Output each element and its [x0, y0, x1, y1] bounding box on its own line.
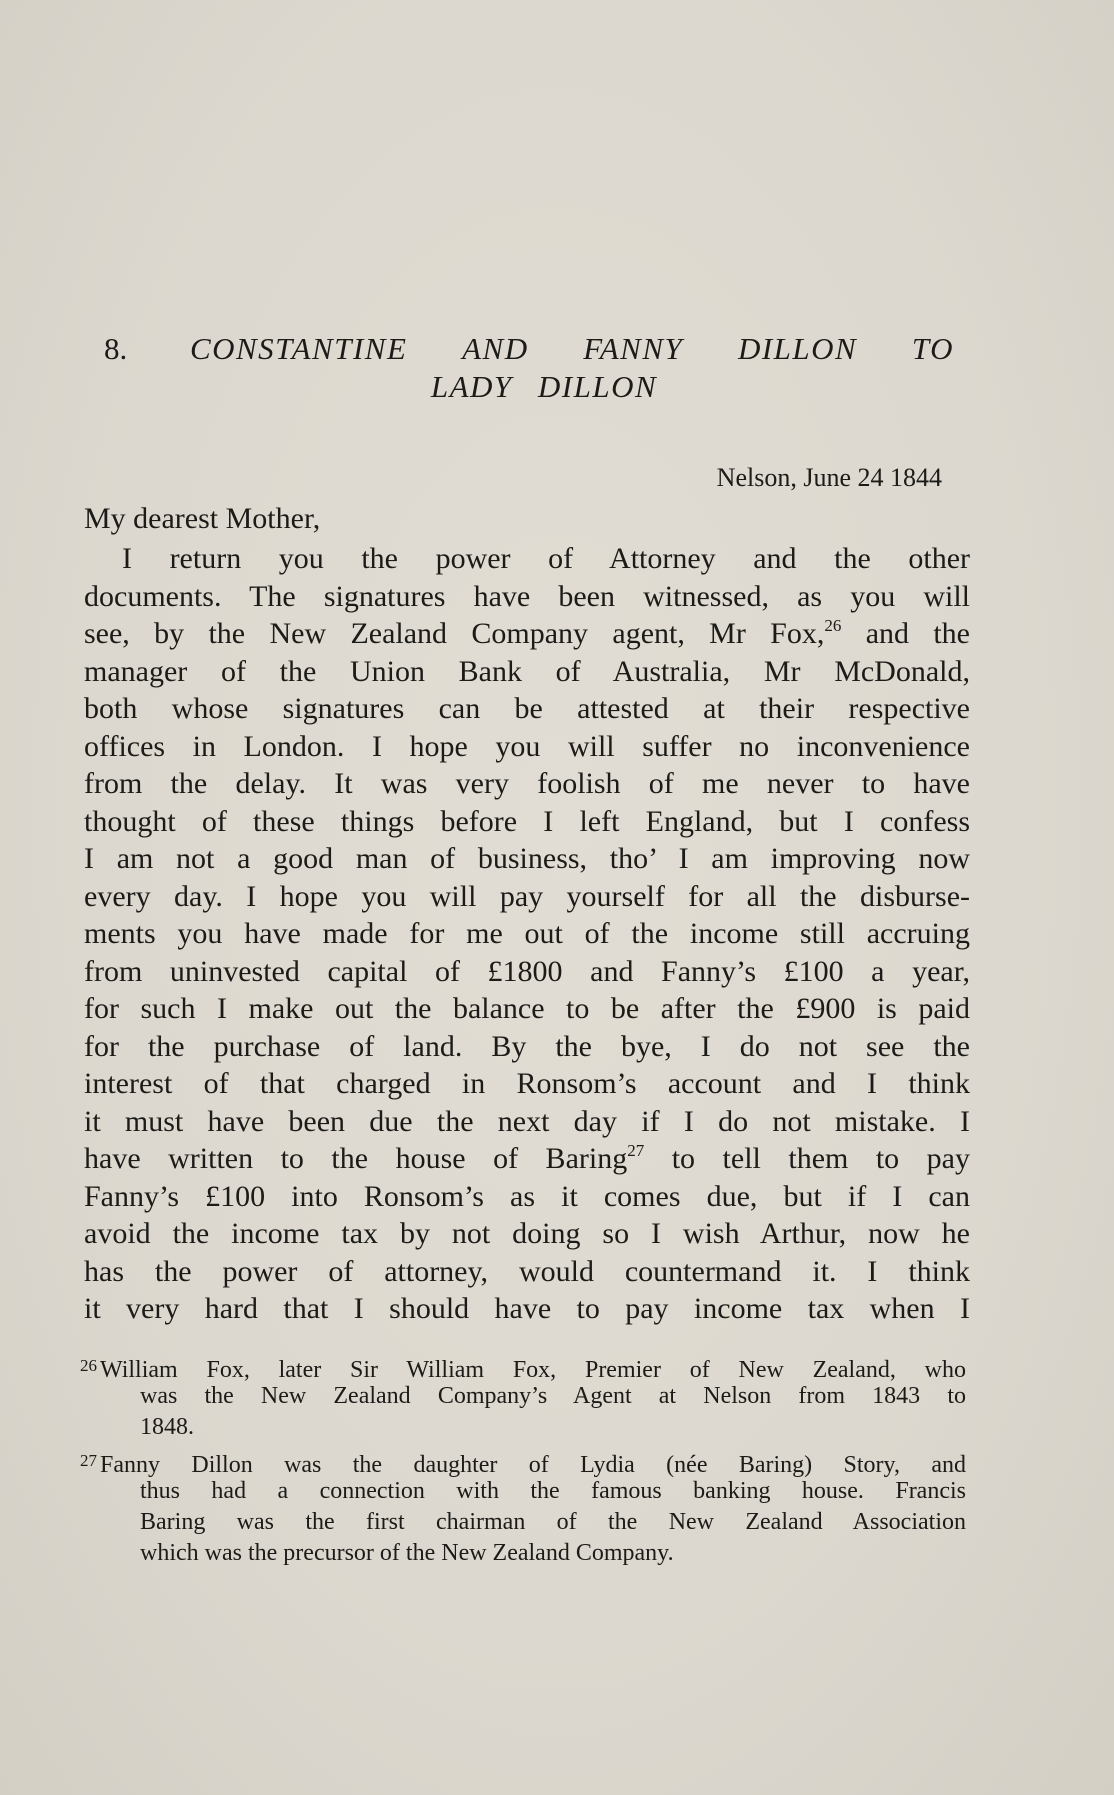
body-line: it very hard that I should have to pay income tax when I: [84, 1292, 970, 1325]
heading-word: TO: [911, 331, 954, 366]
footnote-27: [80, 1445, 966, 1569]
footnote-number: 27: [80, 1451, 97, 1470]
body-line: Fanny’s £100 into Ronsom’s as it comes due, but if I can: [84, 1179, 970, 1213]
body-line: it must have been due the next day if I do not mistake. I: [84, 1104, 970, 1138]
body-line-text: to tell them to pay: [644, 1142, 970, 1175]
heading-word: AND: [462, 331, 529, 366]
body-line: interest of that charged in Ronsom’s account and I think: [84, 1067, 970, 1100]
footnote-26: [80, 1350, 966, 1443]
letter-body: [84, 540, 970, 1328]
body-line-text: see, by the New Zealand Company agent, Mr Fox,: [84, 617, 825, 650]
heading-word: CONSTANTINE: [189, 331, 408, 366]
body-line-text: have written to the house of Baring: [84, 1142, 628, 1175]
footnote-ref-26: 26: [824, 616, 842, 635]
dateline: Nelson, June 24 1844: [716, 463, 942, 492]
body-line-text: and the: [841, 617, 970, 650]
salutation: My dearest Mother,: [84, 502, 321, 535]
letter-heading: [104, 330, 954, 406]
body-line: every day. I hope you will pay yourself for all the disburse-: [84, 879, 970, 913]
body-line: manager of the Union Bank of Australia, Mr McDonald,: [84, 654, 970, 688]
footnote-line: Baring was the first chairman of the New Zealand Association: [140, 1509, 966, 1535]
footnote-line: thus had a connection with the famous banking house. Francis: [140, 1478, 966, 1504]
heading-number: 8.: [104, 331, 128, 366]
body-line: has the power of attorney, would countermand it. I think: [84, 1254, 970, 1288]
footnote-ref-27: 27: [627, 1141, 645, 1160]
footnote-line: [80, 1350, 966, 1381]
heading-line-1: [104, 330, 954, 368]
heading-word: DILLON: [737, 331, 858, 366]
footnote-line-text: William Fox, later Sir William Fox, Premier of New Zealand, who: [100, 1357, 966, 1383]
footnote-number: 26: [80, 1356, 97, 1375]
body-line: I return you the power of Attorney and the other: [122, 542, 970, 575]
footnote-line: [80, 1445, 966, 1476]
body-line: both whose signatures can be attested at their respective: [84, 692, 970, 725]
footnote-line: was the New Zealand Company’s Agent at Nelson from 1843 to: [140, 1383, 966, 1409]
body-line: from the delay. It was very foolish of me never to have: [84, 767, 970, 800]
body-line: for such I make out the balance to be after the £900 is paid: [84, 992, 970, 1025]
body-line: thought of these things before I left England, but I confess: [84, 804, 970, 838]
body-line: [84, 1140, 970, 1178]
body-line: for the purchase of land. By the bye, I do not see the: [84, 1029, 970, 1063]
heading-word: FANNY: [583, 331, 684, 366]
footnotes: [80, 1350, 966, 1571]
body-line: offices in London. I hope you will suffer no inconvenience: [84, 729, 970, 763]
body-line: from uninvested capital of £1800 and Fanny’s £100 a year,: [84, 954, 970, 988]
body-line: [84, 615, 970, 653]
body-line: avoid the income tax by not doing so I wish Arthur, now he: [84, 1217, 970, 1250]
body-line: I am not a good man of business, tho’ I am improving now: [84, 842, 970, 875]
body-line: ments you have made for me out of the income still accruing: [84, 917, 970, 950]
footnote-line: 1848.: [140, 1414, 194, 1440]
footnote-line: which was the precursor of the New Zealand Company.: [140, 1540, 674, 1566]
heading-line-2: LADY DILLON: [430, 369, 658, 404]
body-line: documents. The signatures have been witnessed, as you will: [84, 579, 970, 613]
footnote-line-text: Fanny Dillon was the daughter of Lydia (née Baring) Story, and: [100, 1452, 966, 1478]
